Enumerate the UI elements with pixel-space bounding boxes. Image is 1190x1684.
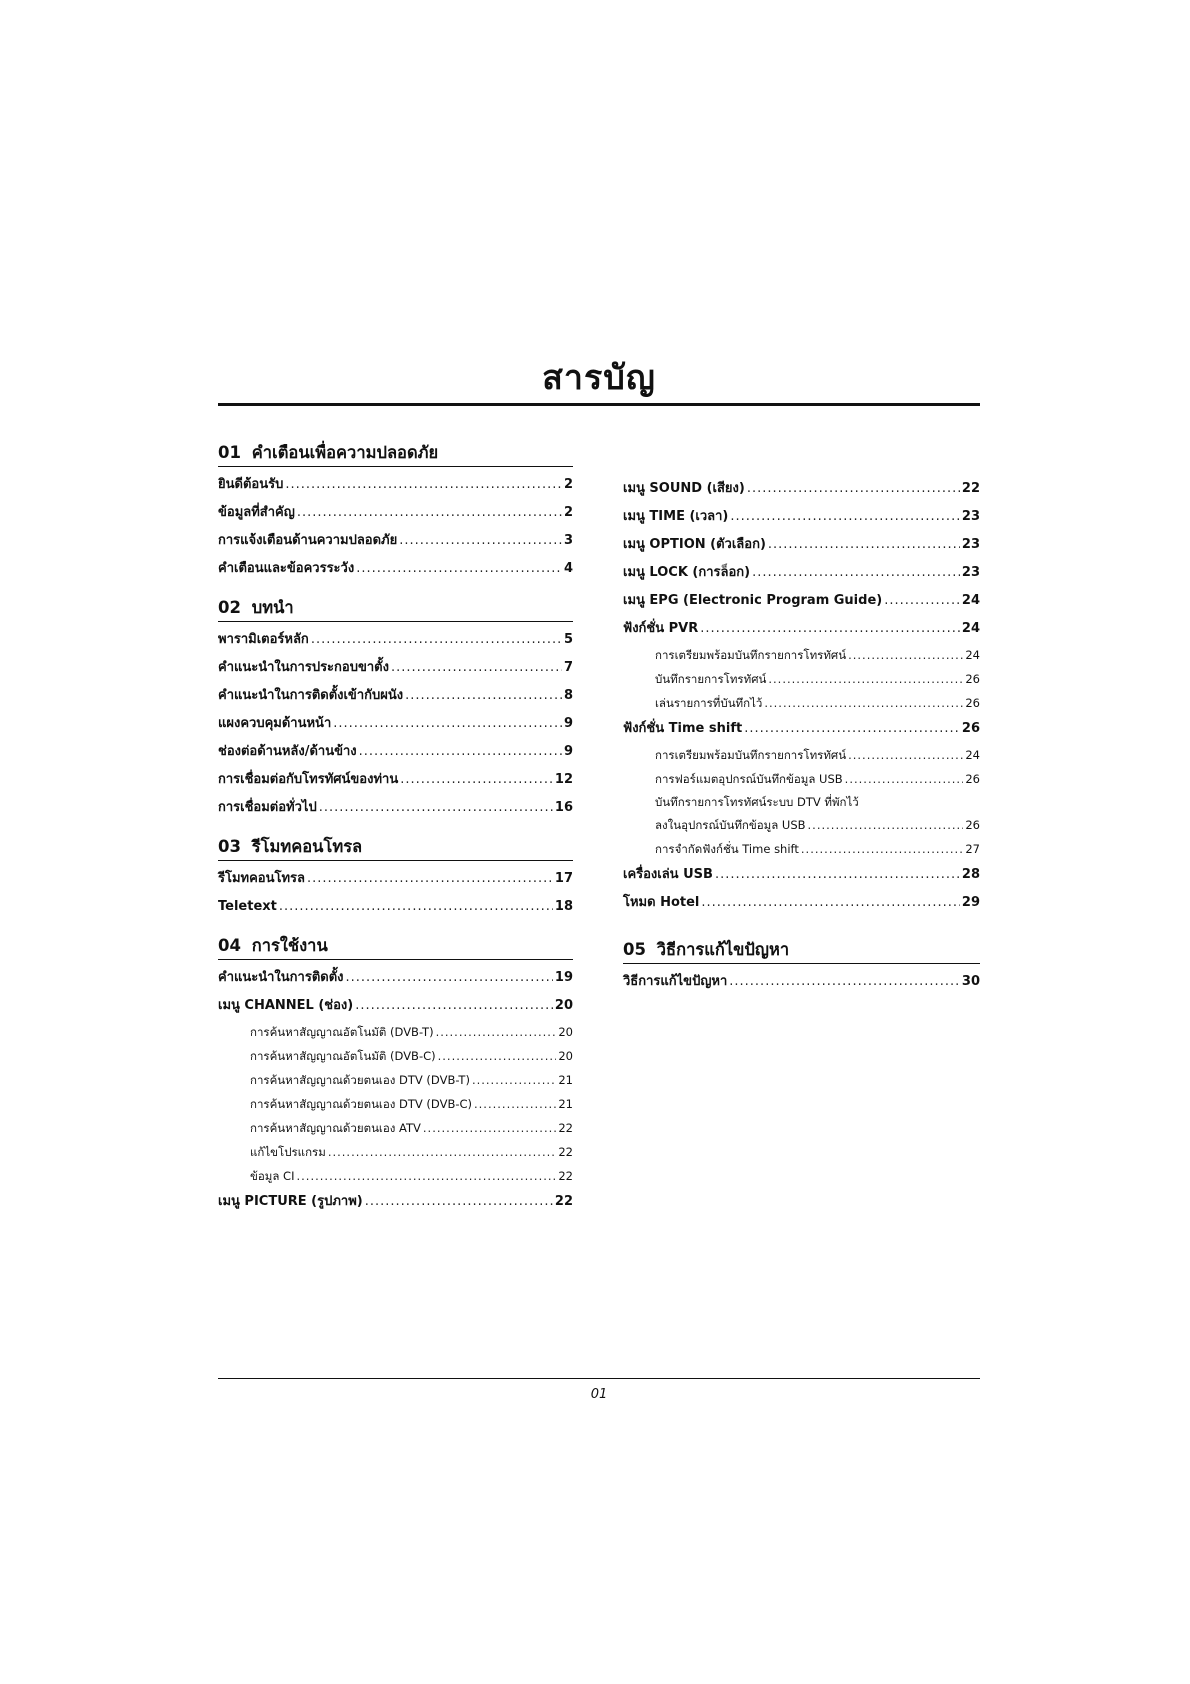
toc-entry-page: 16 — [554, 800, 573, 815]
toc-entry[interactable] — [218, 499, 573, 527]
dot-leader — [365, 1188, 553, 1216]
toc-entry-label: การค้นหาสัญญาณด้วยตนเอง DTV (DVB-C) — [250, 1097, 472, 1111]
toc-subentry[interactable] — [218, 1092, 573, 1116]
toc-entry[interactable] — [218, 794, 573, 822]
toc-entry-label: เล่นรายการที่บันทึกไว้ — [655, 696, 763, 710]
section-heading-02 — [218, 597, 573, 622]
toc-subentry-line1: บันทึกรายการโทรทัศน์ระบบ DTV ที่พักไว้ — [655, 795, 859, 809]
toc-entry-page: 18 — [554, 899, 573, 914]
toc-entry[interactable] — [218, 654, 573, 682]
dot-leader — [391, 654, 562, 682]
toc-entry-page: 26 — [965, 818, 980, 832]
dot-leader — [328, 1140, 557, 1164]
toc-entry[interactable] — [218, 766, 573, 794]
toc-subentry[interactable] — [218, 1164, 573, 1188]
toc-entry-label: คำแนะนำในการติดตั้งเข้ากับผนัง — [218, 688, 404, 703]
section-heading-03 — [218, 836, 573, 861]
title-divider — [218, 403, 980, 406]
toc-entry-label: ข้อมูล CI — [250, 1169, 295, 1183]
toc-entry-label: แก้ไขโปรแกรม — [250, 1145, 326, 1159]
toc-entry-label: เมนู CHANNEL (ช่อง) — [218, 998, 354, 1013]
toc-entry[interactable] — [218, 527, 573, 555]
toc-entry[interactable] — [623, 587, 980, 615]
toc-entry-label: ยินดีต้อนรับ — [218, 477, 284, 492]
toc-entry-page: 24 — [961, 593, 980, 608]
toc-entry-label: คำแนะนำในการประกอบขาตั้ง — [218, 660, 389, 675]
toc-entry[interactable] — [623, 503, 980, 531]
toc-entry-label: คำเตือนและข้อควรระวัง — [218, 561, 355, 576]
toc-entry-label: พารามิเตอร์หลัก — [218, 632, 309, 647]
dot-leader — [744, 715, 960, 743]
toc-entry-label: การค้นหาสัญญาณอัตโนมัติ (DVB-T) — [250, 1025, 434, 1039]
toc-entry-page: 22 — [558, 1121, 573, 1135]
toc-entry-label: การเตรียมพร้อมบันทึกรายการโทรทัศน์ — [655, 648, 847, 662]
toc-entry[interactable] — [218, 1188, 573, 1216]
toc-entry-label: เมนู EPG (Electronic Program Guide) — [623, 593, 883, 608]
toc-entry-label: ฟังก์ชั่น Time shift — [623, 721, 743, 736]
toc-entry[interactable] — [218, 893, 573, 921]
toc-entry-page: 28 — [961, 867, 980, 882]
toc-entry-label: รีโมทคอนโทรล — [218, 871, 305, 886]
toc-subentry[interactable] — [623, 743, 980, 767]
toc-entry-label: เครื่องเล่น USB — [623, 867, 713, 882]
toc-entry-label: การค้นหาสัญญาณอัตโนมัติ (DVB-C) — [250, 1049, 436, 1063]
dot-leader — [768, 667, 963, 691]
section-heading-01 — [218, 442, 573, 467]
toc-subentry[interactable] — [623, 813, 980, 837]
dot-leader — [285, 471, 562, 499]
toc-entry-page: 20 — [558, 1049, 573, 1063]
dot-leader — [808, 813, 964, 837]
section-title: การใช้งาน — [251, 936, 328, 955]
toc-entry[interactable] — [218, 471, 573, 499]
toc-entry-page: 9 — [563, 744, 573, 759]
toc-entry-page: 22 — [558, 1145, 573, 1159]
toc-entry-page: 26 — [961, 721, 980, 736]
toc-entry-page: 24 — [965, 648, 980, 662]
section-number: 02 — [218, 598, 241, 617]
toc-entry-label: คำแนะนำในการติดตั้ง — [218, 970, 344, 985]
toc-entry-label: การเชื่อมต่อกับโทรทัศน์ของท่าน — [218, 772, 399, 787]
dot-leader — [730, 503, 960, 531]
dot-leader — [472, 1068, 556, 1092]
dot-leader — [752, 559, 960, 587]
dot-leader — [845, 767, 964, 791]
toc-entry-page: 19 — [554, 970, 573, 985]
toc-entry[interactable] — [218, 626, 573, 654]
toc-entry[interactable] — [218, 964, 573, 992]
toc-entry-page: 20 — [554, 998, 573, 1013]
toc-entry-page: 23 — [961, 509, 980, 524]
dot-leader — [436, 1020, 557, 1044]
toc-entry-label: การค้นหาสัญญาณด้วยตนเอง DTV (DVB-T) — [250, 1073, 470, 1087]
toc-entry[interactable] — [218, 865, 573, 893]
toc-entry[interactable] — [623, 615, 980, 643]
dot-leader — [884, 587, 960, 615]
toc-entry[interactable] — [623, 475, 980, 503]
dot-leader — [297, 499, 562, 527]
dot-leader — [356, 555, 562, 583]
toc-subentry[interactable] — [623, 837, 980, 861]
toc-entry-page: 30 — [961, 974, 980, 989]
toc-entry-label: การค้นหาสัญญาณด้วยตนเอง ATV — [250, 1121, 421, 1135]
toc-entry-page: 23 — [961, 537, 980, 552]
section-heading-04 — [218, 935, 573, 960]
section-title: คำเตือนเพื่อความปลอดภัย — [251, 443, 439, 462]
toc-left-column — [218, 442, 573, 1216]
toc-entry-label: การเชื่อมต่อทั่วไป — [218, 800, 317, 815]
dot-leader — [405, 682, 562, 710]
section-title: บทนำ — [251, 598, 294, 617]
section-number: 05 — [623, 940, 646, 959]
footer-divider — [218, 1378, 980, 1379]
dot-leader — [474, 1092, 556, 1116]
toc-entry-label: เมนู PICTURE (รูปภาพ) — [218, 1194, 363, 1209]
toc-entry-page: 26 — [965, 772, 980, 786]
toc-entry-label: เมนู LOCK (การล็อก) — [623, 565, 751, 580]
toc-entry-label: โหมด Hotel — [623, 895, 700, 910]
toc-entry-page: 21 — [558, 1097, 573, 1111]
dot-leader — [423, 1116, 556, 1140]
toc-entry-label: ฟังก์ชั่น PVR — [623, 621, 699, 636]
toc-subentry[interactable] — [218, 1044, 573, 1068]
toc-subentry[interactable] — [623, 643, 980, 667]
toc-subentry[interactable] — [218, 1140, 573, 1164]
toc-entry-label: Teletext — [218, 899, 277, 914]
dot-leader — [747, 475, 960, 503]
page-title: สารบัญ — [542, 358, 656, 398]
toc-entry[interactable] — [623, 715, 980, 743]
section-title: รีโมทคอนโทรล — [251, 837, 363, 856]
toc-subentry[interactable] — [623, 667, 980, 691]
dot-leader — [701, 889, 960, 917]
toc-entry-page: 26 — [965, 672, 980, 686]
dot-leader — [400, 766, 553, 794]
dot-leader — [399, 527, 562, 555]
toc-entry-page: 23 — [961, 565, 980, 580]
dot-leader — [279, 893, 553, 921]
dot-leader — [346, 964, 553, 992]
dot-leader — [359, 738, 562, 766]
toc-entry-page: 7 — [563, 660, 573, 675]
toc-entry-label: บันทึกรายการโทรทัศน์ — [655, 672, 767, 686]
toc-entry-label: ช่องต่อด้านหลัง/ด้านข้าง — [218, 744, 357, 759]
toc-entry-page: 17 — [554, 871, 573, 886]
toc-entry[interactable] — [623, 531, 980, 559]
toc-subentry[interactable] — [623, 767, 980, 791]
toc-entry-page: 22 — [961, 481, 980, 496]
toc-entry-page: 4 — [563, 561, 573, 576]
toc-entry-page: 27 — [965, 842, 980, 856]
toc-entry-page: 21 — [558, 1073, 573, 1087]
toc-right-column — [623, 475, 980, 996]
dot-leader — [438, 1044, 557, 1068]
toc-entry[interactable] — [623, 968, 980, 996]
toc-entry-label: การฟอร์แมตอุปกรณ์บันทึกข้อมูล USB — [655, 772, 843, 786]
toc-entry-label: ลงในอุปกรณ์บันทึกข้อมูล USB — [655, 818, 806, 832]
toc-entry[interactable] — [218, 682, 573, 710]
dot-leader — [319, 794, 553, 822]
toc-entry-page: 22 — [558, 1169, 573, 1183]
toc-entry-label: การแจ้งเตือนด้านความปลอดภัย — [218, 533, 398, 548]
dot-leader — [801, 837, 963, 861]
toc-entry-page: 8 — [563, 688, 573, 703]
toc-entry[interactable] — [623, 559, 980, 587]
toc-entry[interactable] — [218, 555, 573, 583]
dot-leader — [700, 615, 960, 643]
toc-entry-page: 5 — [563, 632, 573, 647]
dot-leader — [333, 710, 562, 738]
toc-entry-label: การจำกัดฟังก์ชั่น Time shift — [655, 842, 799, 856]
toc-entry-page: 29 — [961, 895, 980, 910]
toc-entry-label: เมนู OPTION (ตัวเลือก) — [623, 537, 766, 552]
toc-subentry[interactable] — [623, 691, 980, 715]
toc-entry-label: เมนู SOUND (เสียง) — [623, 481, 745, 496]
dot-leader — [848, 643, 963, 667]
dot-leader — [296, 1164, 556, 1188]
dot-leader — [729, 968, 960, 996]
toc-entry[interactable] — [623, 861, 980, 889]
toc-subentry[interactable] — [218, 1116, 573, 1140]
toc-entry-label: วิธีการแก้ไขปัญหา — [623, 974, 728, 989]
section-number: 04 — [218, 936, 241, 955]
toc-subentry[interactable] — [218, 1020, 573, 1044]
toc-entry[interactable] — [623, 889, 980, 917]
dot-leader — [307, 865, 553, 893]
toc-entry-page: 24 — [965, 748, 980, 762]
dot-leader — [768, 531, 960, 559]
toc-entry-page: 22 — [554, 1194, 573, 1209]
toc-entry-label: ข้อมูลที่สำคัญ — [218, 505, 295, 520]
toc-entry-label: การเตรียมพร้อมบันทึกรายการโทรทัศน์ — [655, 748, 847, 762]
toc-entry[interactable] — [218, 710, 573, 738]
toc-entry[interactable] — [218, 738, 573, 766]
dot-leader — [355, 992, 553, 1020]
toc-entry-page: 26 — [965, 696, 980, 710]
dot-leader — [311, 626, 562, 654]
toc-entry-page: 20 — [558, 1025, 573, 1039]
page-number: 01 — [590, 1387, 608, 1402]
toc-entry-page: 3 — [563, 533, 573, 548]
section-number: 01 — [218, 443, 241, 462]
dot-leader — [848, 743, 963, 767]
toc-subentry[interactable] — [218, 1068, 573, 1092]
toc-entry-page: 2 — [563, 477, 573, 492]
toc-entry[interactable] — [218, 992, 573, 1020]
toc-entry-page: 12 — [554, 772, 573, 787]
toc-entry-page: 9 — [563, 716, 573, 731]
section-number: 03 — [218, 837, 241, 856]
toc-entry-label: เมนู TIME (เวลา) — [623, 509, 729, 524]
section-title: วิธีการแก้ไขปัญหา — [656, 940, 790, 959]
section-heading-05 — [623, 939, 980, 964]
toc-entry-label: แผงควบคุมด้านหน้า — [218, 716, 332, 731]
toc-entry-page: 24 — [961, 621, 980, 636]
dot-leader — [715, 861, 960, 889]
dot-leader — [764, 691, 963, 715]
toc-entry-page: 2 — [563, 505, 573, 520]
